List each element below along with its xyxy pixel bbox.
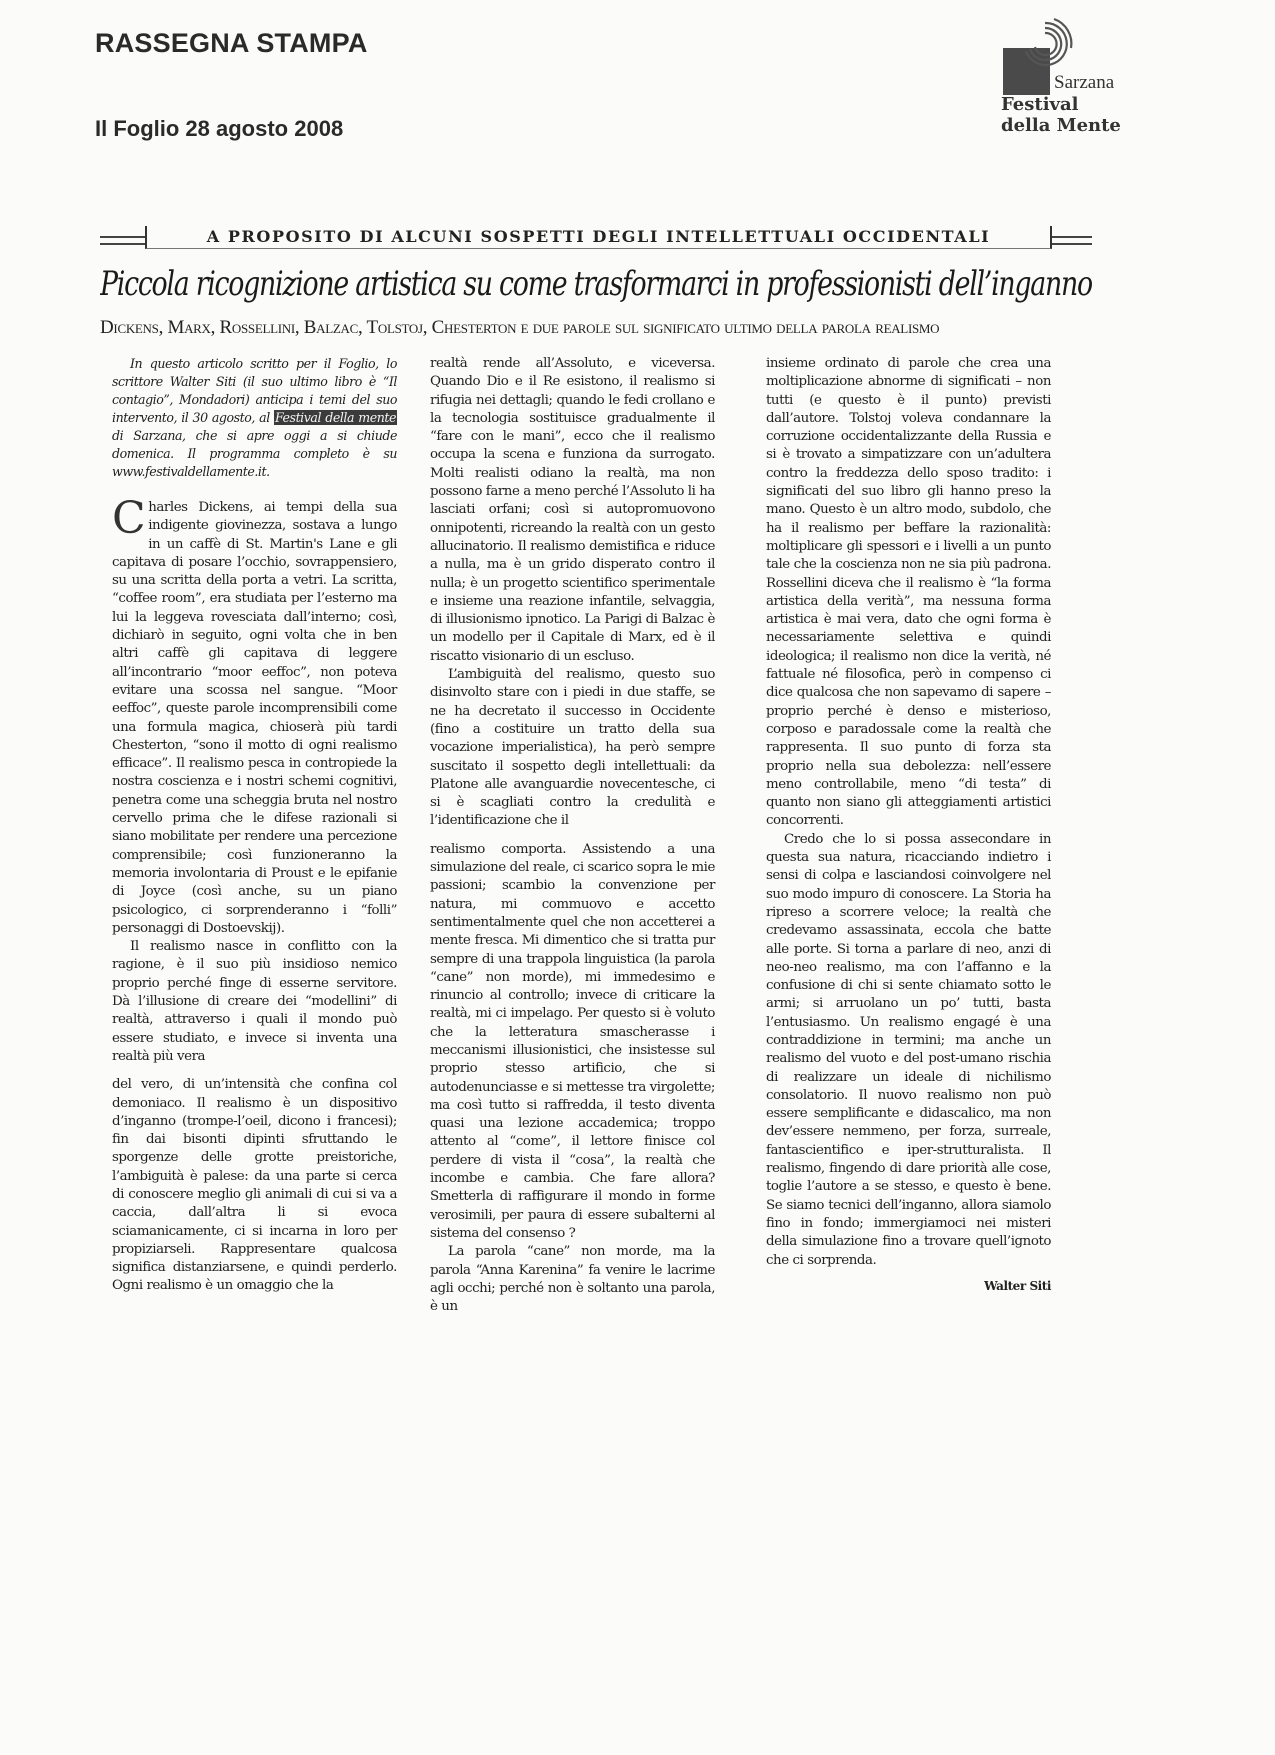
kicker-text: A PROPOSITO DI ALCUNI SOSPETTI DEGLI INTELLETTUALI OCCIDENTALI xyxy=(145,226,1052,249)
logo-festival-name xyxy=(1001,94,1121,136)
logo-sarzana: Sarzana xyxy=(1054,72,1115,93)
paragraph: insieme ordinato di parole che crea una moltiplicazione abnorme di significati – non tutti (e questo è il punto) previsti dall’autore. Tolstoj voleva condannare la corruzione occidentalizzante della Russia e si è trovato a simpatizzare con un’adultera contro la freddezza dello sposo tradito: i significati del suo libro gli hanno preso la mano. Questo è un altro modo, subdolo, che ha il realismo per beffare la razionalità: moltiplicare gli spessori e i livelli a un punto tale che la coscienza non ne sia più padrona. Rossellini diceva che il realismo è “la forma artistica della verità”, ma nessuna forma artistica è mai vera, dato che ogni forma è necessariamente selettiva e quindi ideologica; il realismo non dice la verità, né fattuale né filosofica, però in compenso ci dice qualcosa che non sapevamo di sapere – proprio perché è denso e misterioso, corposo e paradossale come la realtà che rappresenta. Il suo punto di forza sta proprio nella sua debolezza: nell’essere meno controllabile, meno “di testa” di quanto non siano gli atteggiamenti artistici concorrenti. xyxy=(766,356,1051,829)
paragraph: L’ambiguità del realismo, questo suo disinvolto stare con i piedi in due staffe, se ne ha decretato il successo in Occidente (fino a costituire un tratto della sua vocazione imperialistica), ha però sempre suscitato il sospetto degli intellettuali: da Platone alle avanguardie novecentesche, ci si è scagliati contro la credulità e l’identificazione che il xyxy=(430,667,715,829)
article-headline-text: Piccola ricognizione artistica su come trasformarci in professionisti dell’inganno xyxy=(100,264,1092,304)
logo-line-della-mente: della Mente xyxy=(1001,115,1121,136)
kicker-rule-left xyxy=(100,236,145,245)
article-column-2 xyxy=(430,355,715,1316)
article-intro xyxy=(112,355,397,481)
intro-text-before: In questo articolo scritto per il Foglio, lo scrittore Walter Siti (il suo ultimo libro è “Il contagio”, Mondadori) anticipa i temi del suo intervento, il 30 agosto, al xyxy=(112,356,397,425)
paragraph: Credo che lo si possa assecondare in questa sua natura, ricacciando indietro i sensi di colpa e lasciandosi coinvolgere nel suo modo impuro di conoscere. La Storia ha ripreso a scorrere veloce; la realtà che credevamo assassinata, eccola che batte alle porte. Si torna a parlare di neo, anzi di neo-neo realismo, ma con l’affanno e la confusione di chi si sente chiamato sotto le armi; si arruolano un po’ tutti, basta l’entusiasmo. Un realismo engagé è una contraddizione in termini; ma anche un realismo del vuoto e del post-umano rischia di realizzare un ideale di nichilismo consolatorio. Il nuovo realismo non può essere semplificante e didascalico, ma non dev’essere nemmeno, per forza, surreale, fantascientifico e iper-strutturalista. Il realismo, fingendo di dare priorità alle cose, toglie l’autore a se stesso, e questo è bene. Se siamo tecnici dell’inganno, allora siamolo fino in fondo; immergiamoci nei misteri della simulazione fino a trovare quell’ignoto che ci sorprenda. xyxy=(766,831,1051,1268)
festival-highlight: Festival della mente xyxy=(274,410,397,425)
paragraph: del vero, di un’intensità che confina col demoniaco. Il realismo è un dispositivo d’inganno (trompe-l’oeil, dicono i francesi); fin dai bisonti dipinti sfruttando le sporgenze delle grotte preistoriche, l’ambiguità è palese: da una parte si cerca di conoscere meglio gli animali di cui si va a caccia, dall’altra li si evoca sciamanicamente, ci si incarna in loro per propiziarseli. Rappresentare qualcosa significa distanziarsene, e quindi perderlo. Ogni realismo è un omaggio che la xyxy=(112,1077,397,1294)
festival-logo xyxy=(1000,8,1150,138)
logo-line-festival: Festival xyxy=(1001,94,1079,115)
drop-cap: C xyxy=(112,493,146,544)
intro-text-after: di Sarzana, che si apre oggi a si chiude domenica. Il programma completo è su www.festivaldellamente.it. xyxy=(112,428,397,479)
article-subhead-text: Dickens, Marx, Rossellini, Balzac, Tolstoj, Chesterton e due parole sul significato ultimo della parola realismo xyxy=(100,317,940,338)
article-headline xyxy=(100,262,1092,308)
source-date: Il Foglio 28 agosto 2008 xyxy=(95,116,344,141)
logo-swirl-icon xyxy=(1014,13,1076,75)
article-kicker xyxy=(100,226,1092,252)
author-signature: Walter Siti xyxy=(984,1278,1051,1293)
paragraph-text: harles Dickens, ai tempi della sua indigente giovinezza, sostava a lungo in un caffè di St. Martin's Lane e gli capitava di posare l’occhio, sovrappensiero, su una scritta della porta a vetri. La scritta, “coffee room”, era studiata per l’esterno ma lui la leggeva rovesciata dall’interno; così, dichiarò in seguito, ogni volta che in ben altri caffè gli capitava di leggere all’incontrario “moor eeffoc”, non poteva evitare una scossa nel sangue. “Moor eeffoc”, queste parole incomprensibili come una formula magica, chioserà più tardi Chesterton, “sono il motto di ogni realismo efficace”. Il realismo pesca in contropiede la nostra coscienza e i nostri schemi cognitivi, penetra come una scheggia bruta nel nostro cervello prima che le difese razionali si siano mobilitate per rendere una percezione comprensibile; così funzioneranno la memoria involontaria di Proust e le epifanie di Joyce (così anche, su un piano psicologico, ci sorprenderanno i “folli” personaggi di Dostoevskij). xyxy=(112,500,397,936)
article-column-1 xyxy=(112,355,397,1296)
paragraph: realtà rende all’Assoluto, e viceversa. Quando Dio e il Re esistono, il realismo si rifugia nei dettagli; quando le fedi crollano e la tecnologia sostituisce gradualmente il “fare con le mani”, ecco che il realismo occupa la scena e funziona da surrogato. Molti realisti odiano la realtà, ma non possono farne a meno perché l’Assoluto li ha lasciati orfani; così si autopromuovono onnipotenti, ricreando la realtà con un gesto allucinatorio. Il realismo demistifica e riduce a nulla, ma è un grido disperato contro il nulla; è un progetto scientifico sperimentale e insieme una reazione infantile, selvaggia, di illusionismo ipnotico. La Parigi di Balzac è un modello per il Capitale di Marx, ed è il riscatto visionario di un escluso. xyxy=(430,356,715,664)
press-review-title: RASSEGNA STAMPA xyxy=(95,28,368,58)
kicker-rule-right xyxy=(1052,236,1092,245)
article-column-3 xyxy=(766,355,1051,1294)
paragraph xyxy=(112,493,397,938)
article-subhead xyxy=(100,316,1092,342)
paragraph: realismo comporta. Assistendo a una simulazione del reale, ci scarico sopra le mie passioni; scambio la convenzione per natura, mi commuovo e accetto sentimentalmente quel che non accetterei a mente fresca. Mi dimentico che si tratta pur sempre di una trappola linguistica (la parola “cane” non morde), mi immedesimo e rinuncio al controllo; invece di criticare la realtà, mi ci impelago. Per questo si è voluto che la letteratura smascherasse i meccanismi illusionistici, che insistesse sul proprio stesso artificio, che si autodenunciasse e si mettesse tra virgolette; ma così tutto si raffredda, il testo diventa quasi una lezione accademica; troppo attento al “come”, il lettore finisce col perdere di vista il “cosa”, la realtà che incombe e cambia. Che fare allora? Smetterla di raffigurare il mondo in forme verosimili, per paura di essere subalterni al sistema del consenso ? xyxy=(430,841,715,1241)
paragraph: La parola “cane” non morde, ma la parola “Anna Karenina” fa venire le lacrime agli occhi; perché non è soltanto una parola, è un xyxy=(430,1244,715,1315)
paragraph: Il realismo nasce in conflitto con la ragione, è il suo più insidioso nemico proprio perché finge di esserne servitore. Dà l’illusione di creare dei “modellini” di realtà, attraverso i quali il mondo può essere studiato, e invece si inventa una realtà più vera xyxy=(112,939,397,1064)
